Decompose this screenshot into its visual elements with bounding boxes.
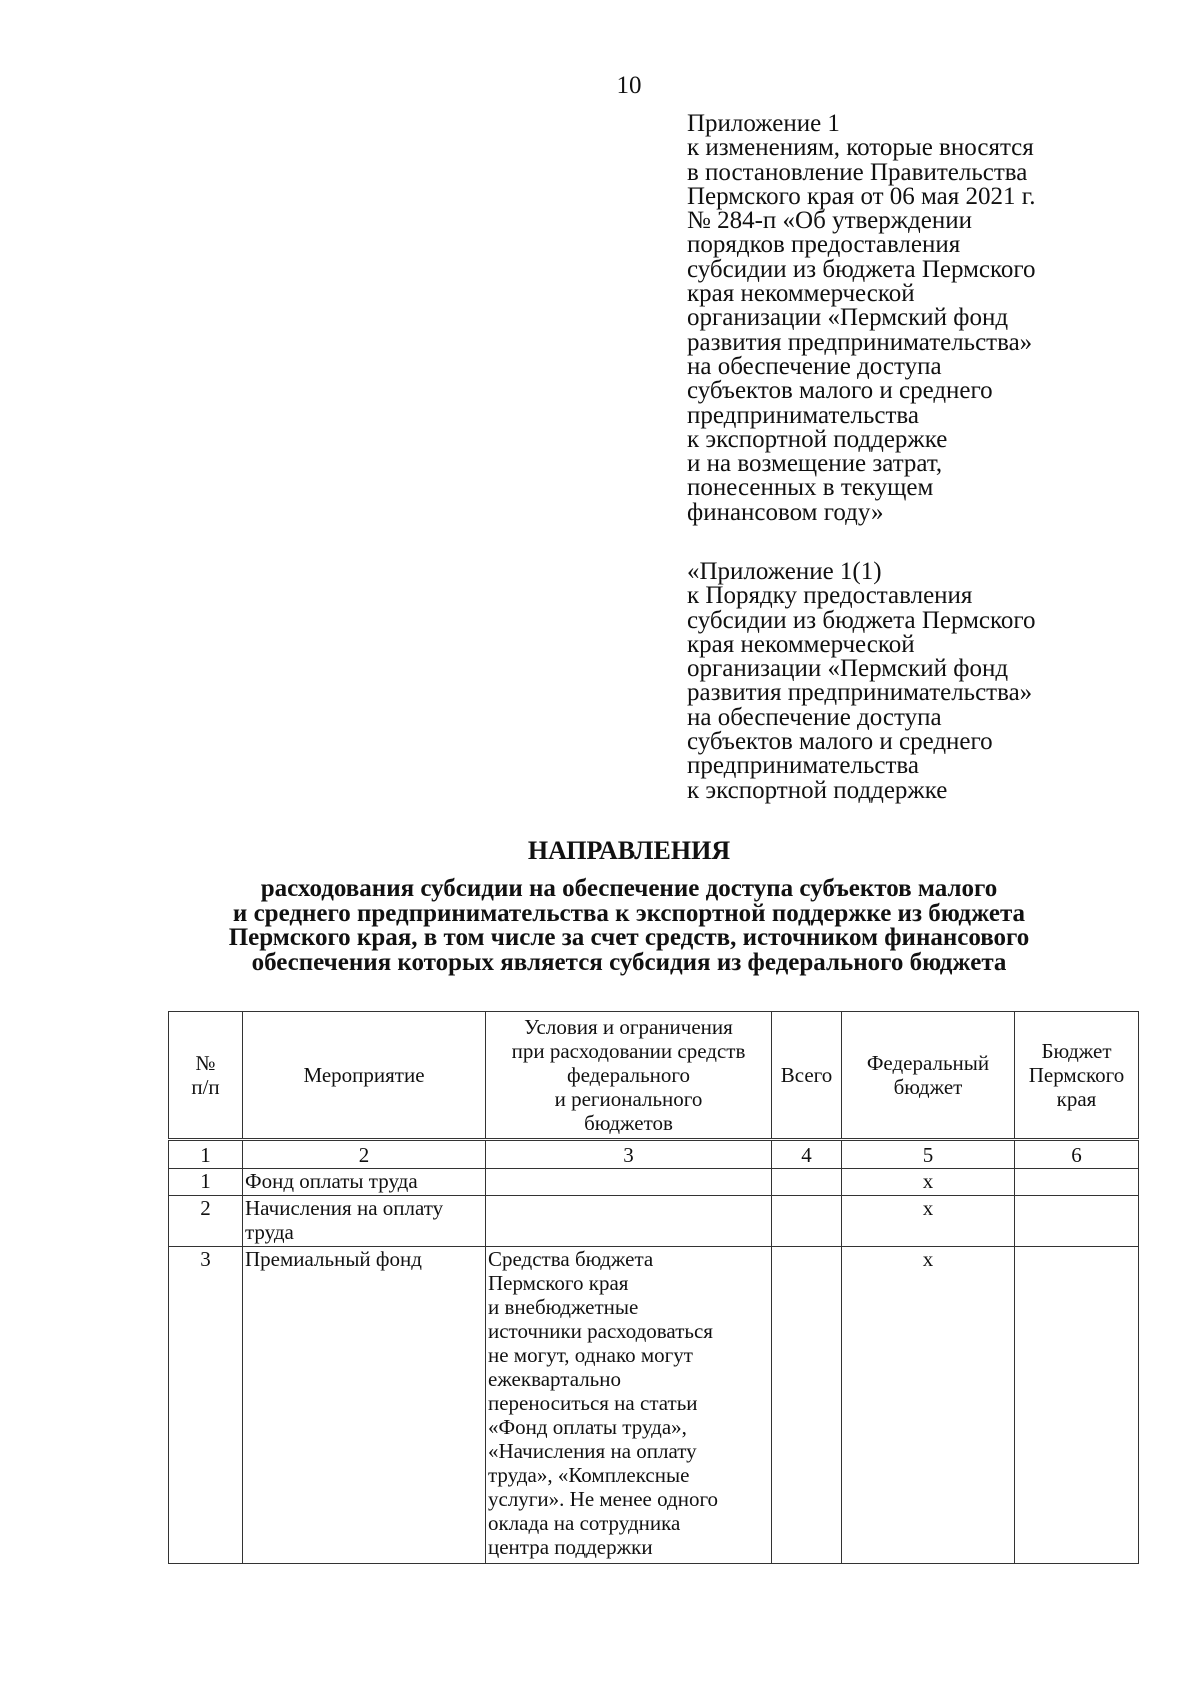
- column-number: 6: [1015, 1140, 1139, 1169]
- row-conditions-line: переноситься на статьи: [488, 1391, 698, 1415]
- row-conditions-line: центра поддержки: [488, 1535, 653, 1559]
- header-number: [169, 1012, 243, 1140]
- row-conditions: [486, 1247, 772, 1564]
- table-row: [169, 1196, 1139, 1247]
- column-number: 1: [169, 1140, 243, 1169]
- header-conditions: [486, 1012, 772, 1140]
- row-event: [243, 1247, 486, 1564]
- header-total: Всего: [772, 1012, 842, 1140]
- annex-1-1-line: «Приложение 1(1): [687, 558, 882, 585]
- column-number: 4: [772, 1140, 842, 1169]
- header-number-line: №: [195, 1051, 216, 1075]
- row-number: 2: [169, 1196, 243, 1247]
- header-perm-line: Пермского: [1028, 1063, 1125, 1087]
- row-federal: x: [842, 1196, 1015, 1247]
- row-event: [243, 1169, 486, 1196]
- row-number: 3: [169, 1247, 243, 1564]
- column-number: 2: [243, 1140, 486, 1169]
- row-conditions-line: «Начисления на оплату: [488, 1439, 697, 1463]
- row-conditions-line: ежеквартально: [488, 1367, 621, 1391]
- column-number: 5: [842, 1140, 1015, 1169]
- header-federal-line: бюджет: [893, 1075, 963, 1099]
- annex-1-1-line: на обеспечение доступа: [687, 703, 942, 731]
- annex-1-line: № 284-п «Об утверждении: [687, 207, 972, 235]
- row-perm: [1015, 1247, 1139, 1564]
- column-number-row: [169, 1140, 1139, 1169]
- annex-1-1-line: субъектов малого и среднего: [687, 728, 993, 756]
- header-federal-budget: [842, 1012, 1015, 1140]
- document-subtitle: [0, 877, 1200, 975]
- header-number-line: п/п: [191, 1075, 220, 1099]
- annex-1-line: организации «Пермский фонд: [687, 304, 1009, 332]
- table-header-row: [169, 1012, 1139, 1140]
- row-conditions-line: источники расходоваться: [488, 1319, 713, 1343]
- row-conditions: [486, 1196, 772, 1247]
- row-total: [772, 1169, 842, 1196]
- header-perm-budget: [1015, 1012, 1139, 1140]
- header-conditions-line: федерального: [566, 1063, 691, 1087]
- subtitle-line: и среднего предпринимательства к экспортной поддержке из бюджета: [232, 899, 1026, 927]
- annex-1-1-line: развития предпринимательства»: [687, 679, 1033, 707]
- document-title: НАПРАВЛЕНИЯ: [527, 836, 731, 865]
- row-conditions-line: Средства бюджета: [488, 1247, 654, 1271]
- annex-1-line: понесенных в текущем: [687, 474, 934, 502]
- annex-1-line: финансовом году»: [687, 498, 884, 526]
- row-total: [772, 1196, 842, 1247]
- row-conditions: [486, 1169, 772, 1196]
- row-conditions-line: услуги». Не менее одного: [488, 1487, 719, 1511]
- row-number: 1: [169, 1169, 243, 1196]
- header-conditions-line: при расходовании средств: [511, 1039, 746, 1063]
- annex-1-line: субсидии из бюджета Пермского: [687, 255, 1036, 283]
- subtitle-line: Пермского края, в том числе за счет средств, источником финансового: [228, 924, 1030, 951]
- annex-1-line: и на возмещение затрат,: [687, 450, 943, 478]
- row-event-line: Премиальный фонд: [245, 1247, 422, 1271]
- row-conditions-line: и внебюджетные: [488, 1295, 639, 1319]
- row-total: [772, 1247, 842, 1564]
- row-conditions-line: «Фонд оплаты труда»,: [488, 1415, 687, 1439]
- annex-1-line: Приложение 1: [687, 110, 840, 137]
- header-federal-line: Федеральный: [866, 1051, 990, 1075]
- header-conditions-line: Условия и ограничения: [524, 1015, 733, 1039]
- row-event-line: Фонд оплаты труда: [245, 1169, 418, 1193]
- annex-1-line: предпринимательства: [687, 401, 919, 429]
- annex-1-reference: [687, 112, 1117, 525]
- row-event-line: Начисления на оплату: [245, 1196, 444, 1220]
- annex-1-1-line: субсидии из бюджета Пермского: [687, 606, 1036, 634]
- row-conditions-line: труда», «Комплексные: [488, 1463, 690, 1487]
- row-conditions-line: Пермского края: [488, 1271, 629, 1295]
- annex-1-line: развития предпринимательства»: [687, 328, 1033, 356]
- annex-1-line: порядков предоставления: [687, 231, 961, 259]
- header-perm-line: Бюджет: [1041, 1039, 1112, 1063]
- annex-1-1-reference: [687, 560, 1117, 803]
- subtitle-line: обеспечения которых является субсидия из федерального бюджета: [251, 948, 1007, 976]
- annex-1-line: к изменениям, которые вносятся: [687, 134, 1034, 162]
- row-conditions-line: не могут, однако могут: [488, 1343, 693, 1367]
- column-number: 3: [486, 1140, 772, 1169]
- header-conditions-line: и регионального: [554, 1087, 703, 1111]
- annex-1-line: субъектов малого и среднего: [687, 377, 993, 405]
- header-conditions-line: бюджетов: [584, 1111, 673, 1135]
- row-federal: x: [842, 1169, 1015, 1196]
- annex-1-1-line: к Порядку предоставления: [687, 582, 973, 610]
- annex-1-1-line: края некоммерческой: [687, 630, 915, 658]
- row-conditions-line: оклада на сотрудника: [488, 1511, 681, 1535]
- page-number: 10: [616, 72, 642, 99]
- subtitle-line: расходования субсидии на обеспечение доступа субъектов малого: [260, 875, 998, 902]
- annex-1-line: к экспортной поддержке: [687, 425, 948, 453]
- annex-1-1-line: организации «Пермский фонд: [687, 655, 1009, 683]
- annex-1-line: в постановление Правительства: [687, 158, 1028, 186]
- annex-1-1-line: к экспортной поддержке: [687, 776, 948, 804]
- table-row: [169, 1247, 1139, 1564]
- header-perm-line: края: [1056, 1087, 1097, 1111]
- directions-table: [168, 1011, 1139, 1564]
- table-row: [169, 1169, 1139, 1196]
- row-event: [243, 1196, 486, 1247]
- row-perm: [1015, 1169, 1139, 1196]
- row-perm: [1015, 1196, 1139, 1247]
- row-federal: x: [842, 1247, 1015, 1564]
- header-event: Мероприятие: [243, 1012, 486, 1140]
- annex-1-line: края некоммерческой: [687, 280, 915, 308]
- annex-1-line: Пермского края от 06 мая 2021 г.: [687, 182, 1036, 210]
- annex-1-line: на обеспечение доступа: [687, 352, 942, 380]
- annex-1-1-line: предпринимательства: [687, 752, 919, 780]
- row-event-line: труда: [245, 1220, 294, 1244]
